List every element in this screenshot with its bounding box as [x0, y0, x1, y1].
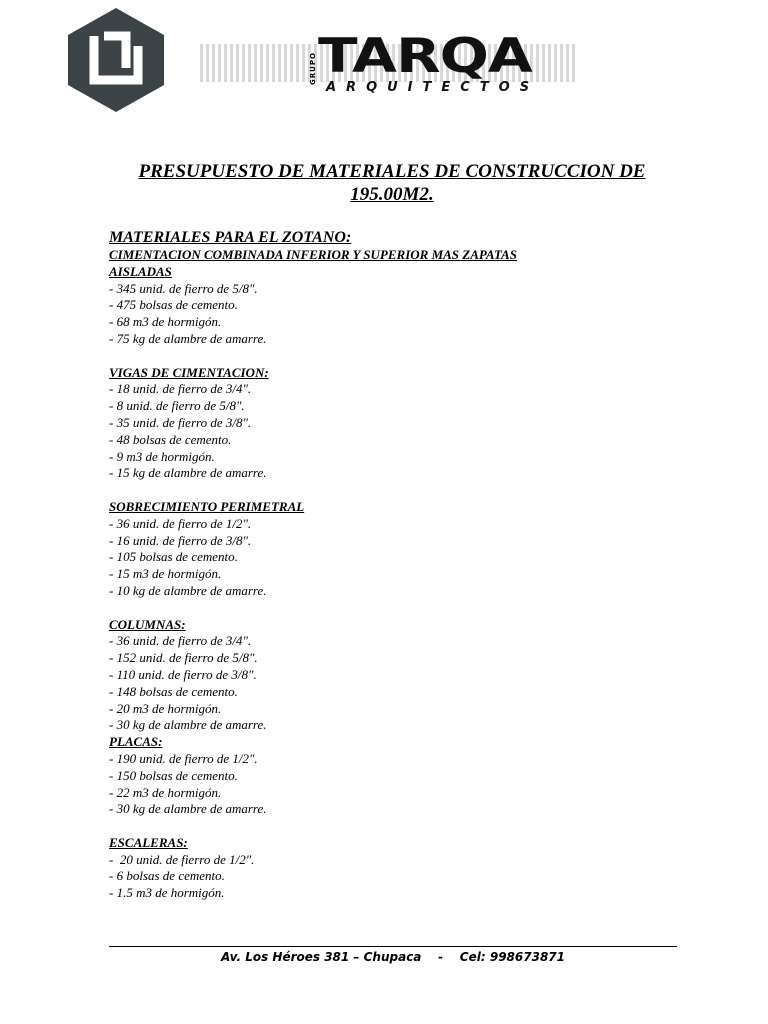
list-item: - 110 unid. de fierro de 3/8". [109, 666, 257, 682]
list-item: - 30 kg de alambre de amarre. [109, 801, 267, 817]
footer-contact: Av. Los Héroes 381 – Chupaca - Cel: 998673871 [220, 950, 565, 964]
list-item: - 15 kg de alambre de amarre. [109, 465, 267, 481]
main-heading: MATERIALES PARA EL ZOTANO: [109, 229, 352, 246]
list-item: - 9 m3 de hormigón. [109, 448, 215, 464]
list-item: - 190 unid. de fierro de 1/2". [109, 750, 258, 766]
list-item: - 15 m3 de hormigón. [109, 566, 222, 582]
letterhead [0, 0, 768, 120]
tarqa-logo-icon [64, 6, 168, 114]
materials-list [109, 228, 689, 902]
list-item: - 148 bolsas de cemento. [109, 683, 238, 699]
document-title: PRESUPUESTO DE MATERIALES DE CONSTRUCCION DE 195.00M2. [138, 161, 646, 205]
list-item: - 16 unid. de fierro de 3/8". [109, 532, 252, 548]
list-item: - 150 bolsas de cemento. [109, 767, 238, 783]
list-item: - 35 unid. de fierro de 3/8". [109, 414, 252, 430]
list-item: - 20 m3 de hormigón. [109, 700, 222, 716]
list-item: - 105 bolsas de cemento. [109, 549, 238, 565]
list-item: - 8 unid. de fierro de 5/8". [109, 398, 245, 414]
section-heading-cont: AISLADAS [109, 263, 172, 279]
list-item: - 30 kg de alambre de amarre. [109, 717, 267, 733]
list-item: - 68 m3 de hormigón. [109, 314, 222, 330]
list-item: - 10 kg de alambre de amarre. [109, 582, 267, 598]
brand-subtitle: ARQUITECTOS [326, 80, 540, 95]
section-heading: CIMENTACION COMBINADA INFERIOR Y SUPERIOR MAS ZAPATAS [109, 247, 517, 262]
section-heading: VIGAS DE CIMENTACION: [109, 364, 269, 380]
footer-divider [109, 946, 677, 947]
list-item: - 36 unid. de fierro de 3/4". [109, 633, 252, 649]
list-item: - 345 unid. de fierro de 5/8". [109, 280, 258, 296]
list-item: - 18 unid. de fierro de 3/4". [109, 381, 252, 397]
section-heading: PLACAS: [109, 734, 163, 750]
list-item: - 475 bolsas de cemento. [109, 297, 238, 313]
list-item: - 22 m3 de hormigón. [109, 784, 222, 800]
list-item: - 152 unid. de fierro de 5/8". [109, 650, 258, 666]
brand-name: TARQA [318, 27, 532, 84]
list-item: - 48 bolsas de cemento. [109, 431, 232, 447]
list-item: - 75 kg de alambre de amarre. [109, 330, 267, 346]
section-heading: SOBRECIMIENTO PERIMETRAL [109, 498, 305, 514]
list-item: - 1.5 m3 de hormigón. [109, 885, 225, 901]
list-item: - 6 bolsas de cemento. [109, 868, 225, 884]
section-heading: COLUMNAS: [109, 616, 186, 632]
list-item: - 20 unid. de fierro de 1/2". [109, 851, 255, 867]
section-heading: ESCALERAS: [109, 834, 188, 850]
list-item: - 36 unid. de fierro de 1/2". [109, 515, 252, 531]
brand-group-label: GRUPO [309, 52, 317, 86]
